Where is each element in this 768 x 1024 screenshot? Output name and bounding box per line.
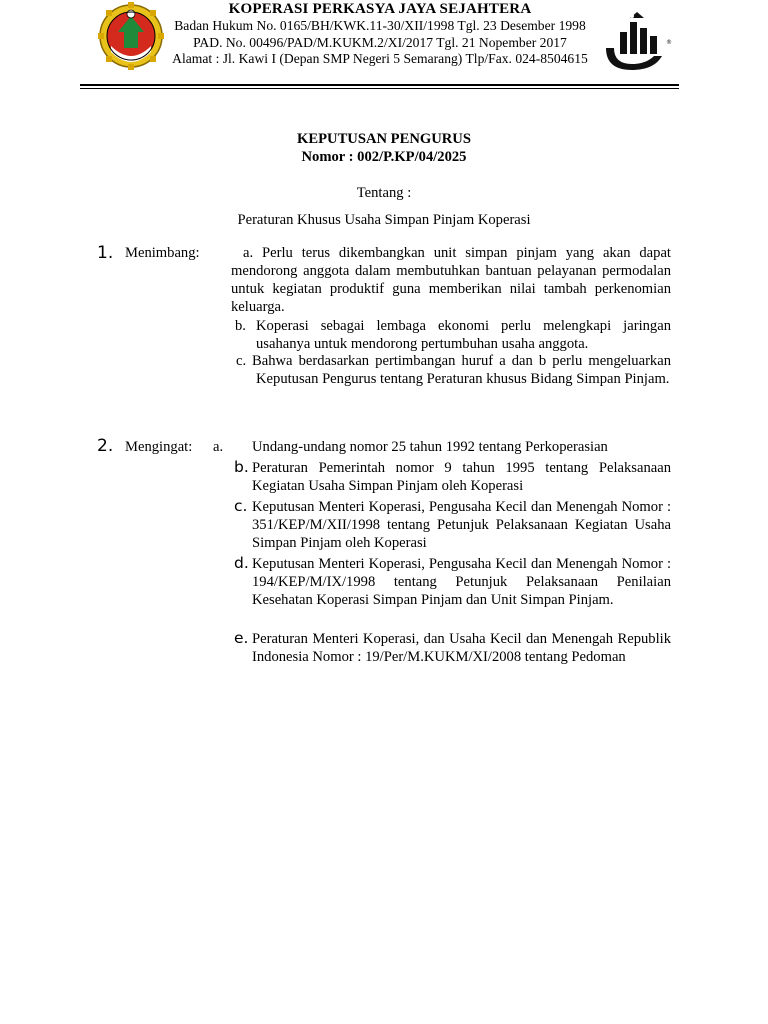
list-item: Peraturan Pemerintah nomor 9 tahun 1995 tentang Pelaksanaan Kegiatan Usaha Simpan Pinjam oleh Koperasi: [252, 460, 671, 494]
item-text: Perlu terus dikembangkan unit simpan pinjam yang akan dapat mendorong anggota dalam membutuhkan bantuan pelayanan permodalan untuk kegiatan produktif guna memberikan nilai tambah perkenomian keluarga.: [231, 245, 671, 315]
koperasi-symbol-icon: [602, 8, 674, 72]
section-number: 1.: [97, 243, 114, 263]
koperasi-emblem-icon: [98, 0, 164, 74]
header-divider: [80, 84, 679, 86]
item-mark: b.: [235, 318, 246, 334]
list-item: Keputusan Menteri Koperasi, Pengusaha Kecil dan Menengah Nomor : 194/KEP/M/IX/1998 tentang Petunjuk Pelaksanaan Penilaian Kesehatan Koperasi Simpan Pinjam dan Unit Simpan Pinjam.: [252, 556, 671, 608]
document-subject: Peraturan Khusus Usaha Simpan Pinjam Koperasi: [237, 212, 531, 228]
list-item: Bahwa berdasarkan pertimbangan huruf a dan b perlu mengeluarkan Keputusan Pengurus tentang Peraturan khusus Bidang Simpan Pinjam.: [252, 353, 671, 387]
section-label: Mengingat:: [125, 439, 193, 455]
list-item: Undang-undang nomor 25 tahun 1992 tentang Perkoperasian: [252, 439, 608, 455]
list-item: Koperasi sebagai lembaga ekonomi perlu melengkapi jaringan usahanya untuk mendorong pertumbuhan usaha anggota.: [256, 318, 671, 352]
section-label: Menimbang:: [125, 245, 200, 261]
organization-name: KOPERASI PERKASYA JAYA SEJAHTERA: [228, 1, 532, 17]
item-mark: a.: [243, 245, 254, 261]
pad-line: PAD. No. 00496/PAD/M.KUKM.2/XI/2017 Tgl. 21 Nopember 2017: [193, 34, 567, 50]
list-item: Keputusan Menteri Koperasi, Pengusaha Kecil dan Menengah Nomor : 351/KEP/M/XII/1998 tentang Petunjuk Pelaksanaan Kegiatan Usaha Simpan Pinjam oleh Koperasi: [252, 499, 671, 551]
list-item: [231, 244, 671, 316]
section-number: 2.: [97, 436, 114, 456]
item-mark: d.: [234, 554, 249, 572]
header-divider: [80, 88, 679, 89]
svg-text:®: ®: [666, 39, 672, 46]
item-mark: c.: [236, 353, 247, 369]
address-line: Alamat : Jl. Kawi I (Depan SMP Negeri 5 Semarang) Tlp/Fax. 024-8504615: [172, 51, 588, 66]
item-mark: b.: [234, 458, 249, 476]
item-mark: a.: [213, 439, 224, 455]
tentang-label: Tentang :: [356, 185, 412, 201]
list-item: Peraturan Menteri Koperasi, dan Usaha Kecil dan Menengah Republik Indonesia Nomor : 19/Per/M.KUKM/XI/2008 tentang Pedoman: [252, 631, 671, 665]
legal-entity-line: Badan Hukum No. 0165/BH/KWK.11-30/XII/1998 Tgl. 23 Desember 1998: [174, 18, 586, 33]
document-title: KEPUTUSAN PENGURUS: [297, 131, 471, 147]
document-number: Nomor : 002/P.KP/04/2025: [301, 149, 467, 165]
item-mark: e.: [234, 629, 249, 647]
item-mark: c.: [234, 497, 248, 515]
letterhead: [166, 0, 594, 68]
